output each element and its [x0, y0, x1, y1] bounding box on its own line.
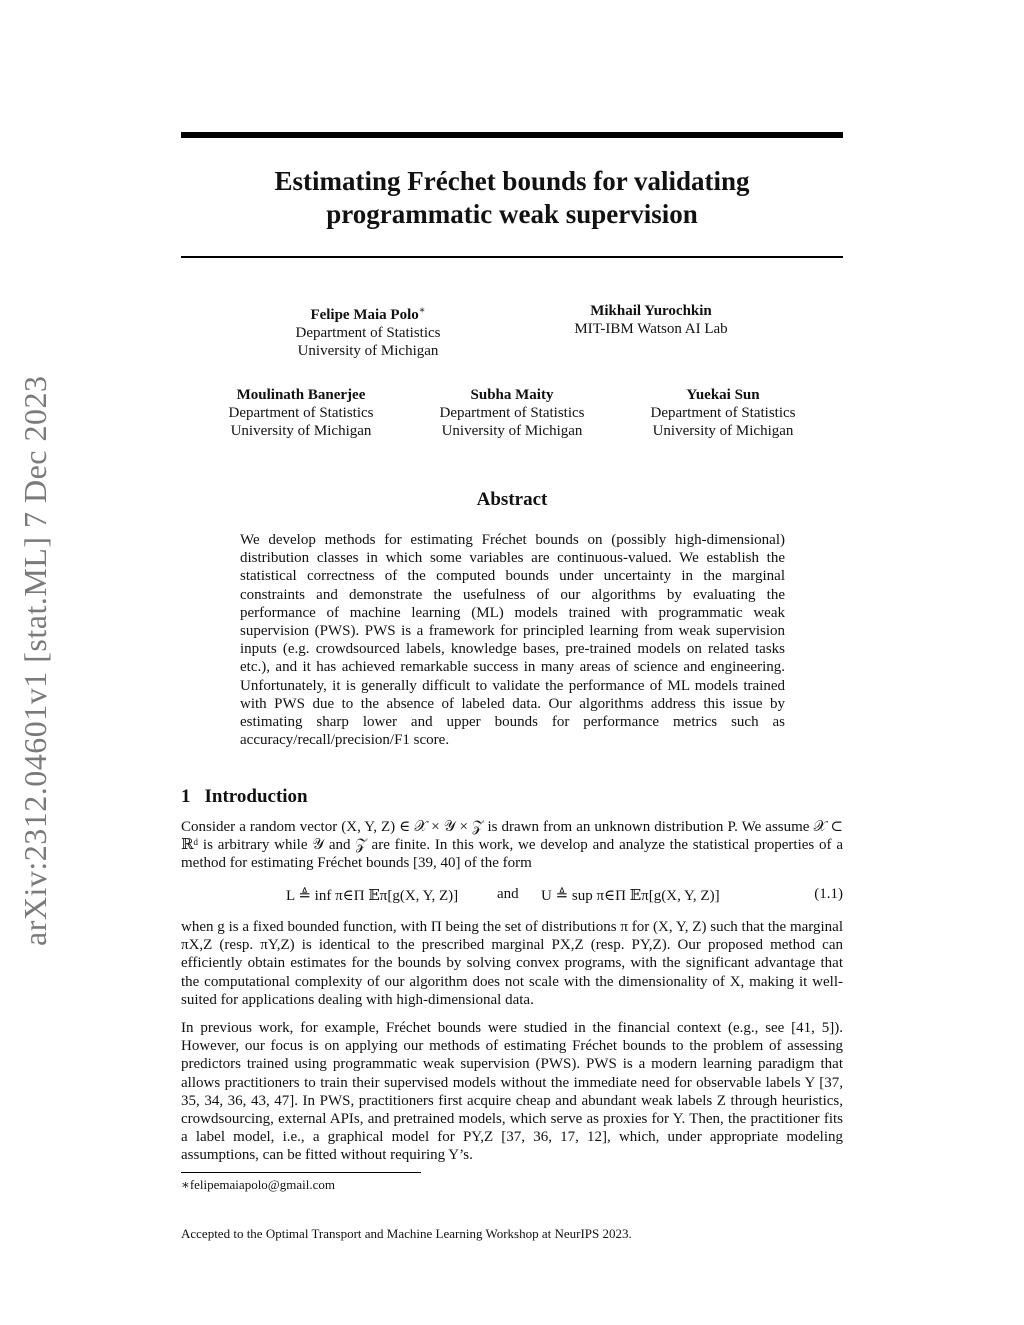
abstract-heading: Abstract [476, 489, 548, 510]
title-bottom-rule [181, 256, 843, 258]
equation-number: (1.1) [814, 886, 843, 902]
equation-1-1 [181, 886, 843, 908]
author-block [268, 302, 468, 360]
equation-upper-bound: U ≜ sup π∈Π 𝔼π[g(X, Y, Z)] [541, 888, 720, 904]
author-block [623, 386, 823, 440]
author-dept: Department of Statistics [228, 405, 374, 421]
author-name: Felipe Maia Polo [310, 307, 419, 323]
footnote-email: ∗felipemaiapolo@gmail.com [181, 1177, 336, 1192]
section-heading [181, 786, 308, 808]
section-number: 1 [181, 786, 191, 807]
intro-paragraph-1: Consider a random vector (X, Y, Z) ∈ 𝒳 × 𝒴 × 𝒵 is drawn from an unknown distribution P. We assume 𝒳 ⊂ ℝᵈ is arbitrary while 𝒴 and 𝒵 are finite. In this work, we develop and analyze the statistical properties of a method for estimating Fréchet bounds [39, 40] of the form [181, 819, 843, 872]
author-name: Moulinath Banerjee [236, 387, 366, 403]
author-dept: MIT-IBM Watson AI Lab [574, 321, 728, 337]
title-line-2: programmatic weak supervision [326, 199, 698, 229]
author-dept: Department of Statistics [650, 405, 796, 421]
author-name: Mikhail Yurochkin [590, 303, 712, 319]
author-block [201, 386, 401, 440]
author-block [412, 386, 612, 440]
section-title: Introduction [204, 786, 308, 807]
intro-paragraph-2: when g is a fixed bounded function, with Π being the set of distributions π for (X, Y, Z) such that the marginal πX,Z (resp. πY,Z) is identical to the prescribed marginal PX,Z (resp. PY,Z). Our proposed method can efficiently obtain estimates for the bounds by solving convex programs, with the significant advantage that the computational complexity of our algorithm does not scale with the dimensionality of X, making it well-suited for applications dealing with high-dimensional data. [181, 919, 843, 1008]
author-block [551, 302, 751, 338]
author-inst: University of Michigan [441, 423, 583, 439]
footnote-mark: ∗ [418, 305, 426, 316]
title-line-1: Estimating Fréchet bounds for validating [274, 166, 750, 196]
author-dept: Department of Statistics [439, 405, 585, 421]
author-dept: Department of Statistics [295, 325, 441, 341]
paper-title [181, 165, 843, 231]
author-inst: University of Michigan [652, 423, 794, 439]
author-inst: University of Michigan [297, 343, 439, 359]
arxiv-side-stamp: arXiv:2312.04601v1 [stat.ML] 7 Dec 2023 [17, 375, 53, 946]
author-name: Yuekai Sun [686, 387, 760, 403]
title-top-rule [181, 132, 843, 138]
abstract-text: We develop methods for estimating Fréchet bounds on (possibly high-dimensional) distribution classes in which some variables are continuous-valued. We establish the statistical correctness of the computed bounds under uncertainty in the marginal constraints and demonstrate the usefulness of our algorithms by evaluating the performance of machine learning (ML) models trained with programmatic weak supervision (PWS). PWS is a framework for principled learning from weak supervision inputs (e.g. crowdsourced labels, knowledge bases, pre-trained models on related tasks etc.), and it has achieved remarkable success in many areas of science and engineering. Unfortunately, it is generally difficult to validate the performance of ML models trained with PWS due to the absence of labeled data. Our algorithms address this issue by estimating sharp lower and upper bounds for performance metrics such as accuracy/recall/precision/F1 score. [240, 532, 785, 749]
intro-paragraph-3: In previous work, for example, Fréchet bounds were studied in the financial context (e.g., see [41, 5]). However, our focus is on applying our methods of estimating Fréchet bounds to the problem of assessing predictors trained using programmatic weak supervision (PWS). PWS is a modern learning paradigm that allows practitioners to train their supervised models without the immediate need for observable labels Y [37, 35, 34, 36, 43, 47]. In PWS, practitioners first acquire cheap and abundant weak labels Z through heuristics, crowdsourcing, external APIs, and pretrained models, which serve as proxies for Y. Then, the practitioner fits a label model, i.e., a graphical model for PY,Z [37, 36, 17, 12], which, under appropriate modeling assumptions, can be fitted without requiring Y’s. [181, 1020, 843, 1164]
workshop-footer: Accepted to the Optimal Transport and Machine Learning Workshop at NeurIPS 2023. [181, 1226, 632, 1241]
author-inst: University of Michigan [230, 423, 372, 439]
equation-lower-bound: L ≜ inf π∈Π 𝔼π[g(X, Y, Z)] [286, 888, 459, 904]
footnote-rule [181, 1172, 421, 1173]
equation-and: and [497, 886, 519, 902]
author-name: Subha Maity [470, 387, 554, 403]
